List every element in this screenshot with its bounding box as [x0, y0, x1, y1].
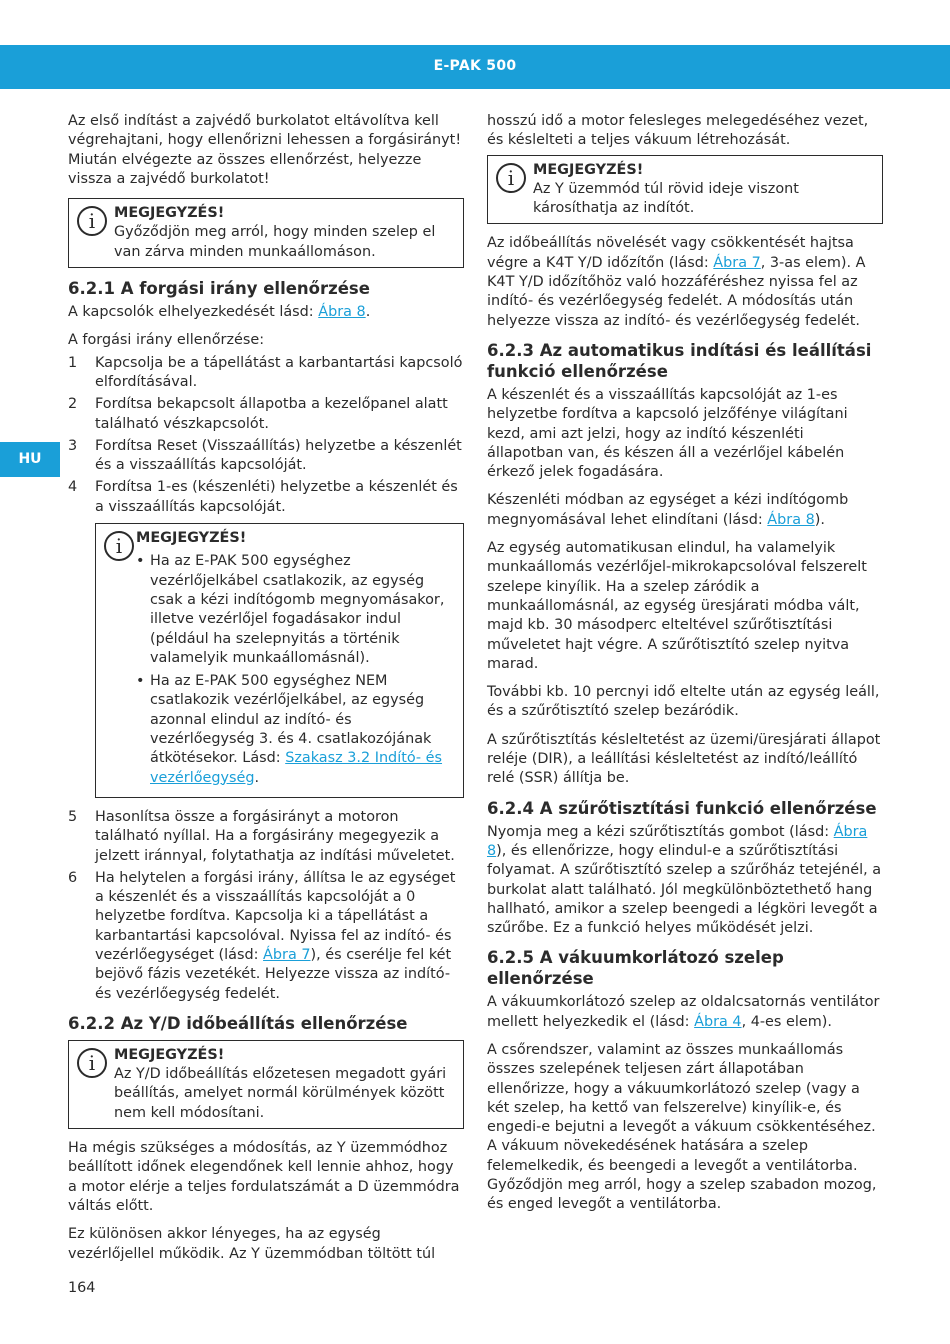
- figure-link[interactable]: Ábra 7: [263, 946, 311, 963]
- step-number: 6: [68, 869, 78, 886]
- text-span: ), és ellenőrizze, hogy elindul-e a szűrőtisztítási folyamat. A szűrőtisztító szelep a szűrőház tetejénél, a burkolat alatt található. Jól megkülönböztethető hang hallható, amikor a szelep beengedi a légköri levegőt a szűrőbe. Ez a funkció helyes működését jelzi.: [487, 842, 882, 937]
- step-text: Fordítsa bekapcsolt állapotba a kezelőpanel alatt található vészkapcsolót.: [95, 396, 448, 432]
- text-span: A kapcsolók elhelyezkedését lásd:: [68, 304, 319, 321]
- info-icon: i: [77, 1048, 107, 1078]
- text-span: A vákuumkorlátozó szelep az oldalcsatornás ventilátor mellett helyezkedik el (lásd:: [487, 994, 880, 1030]
- text-span: Az időbeállítás növelését vagy csökkentését hajtsa végre a K4T Y/D időzítőn (lásd:: [487, 235, 854, 271]
- section-heading-6-2-1: 6.2.1 A forgási irány ellenőrzése: [68, 279, 370, 299]
- important-paragraph: Ez különösen akkor lényeges, ha az egység vezérlőjellel működik. Az Y üzemmódban töltött túl: [68, 1226, 436, 1262]
- step-item: [68, 808, 464, 866]
- step-item: [68, 869, 464, 1004]
- figure-link[interactable]: Ábra 8: [767, 511, 815, 528]
- bullet-dot: •: [136, 673, 145, 690]
- step-number: 5: [68, 808, 78, 825]
- section-heading-6-2-5: 6.2.5 A vákuumkorlátozó szelep ellenőrzése: [487, 948, 784, 989]
- step-number: 4: [68, 479, 78, 496]
- adjust-paragraph: [487, 234, 883, 330]
- info-icon: i: [77, 206, 107, 236]
- step-text: Hasonlítsa össze a forgásirányt a motoron található nyíllal. Ha a forgásirány megegyezik a jelzett iránnyal, folytathatja az indítási műveletet.: [95, 808, 455, 864]
- text-span: ).: [814, 511, 825, 528]
- language-tab: HU: [0, 442, 60, 477]
- vacuum-valve-paragraph: [487, 993, 883, 1032]
- note-title: MEGJEGYZÉS!: [114, 205, 225, 222]
- bullet-item: [136, 672, 457, 788]
- step-number: 3: [68, 437, 78, 454]
- step-number: 1: [68, 354, 78, 371]
- intro-paragraph: Az első indítást a zajvédő burkolatot eltávolítva kell végrehajtani, hogy ellenőrizni lehessen a forgásirányt! Miután elvégezte az összes ellenőrzést, helyezze vissza a zajvédő burkolatot!: [68, 113, 462, 187]
- step-item: [68, 478, 464, 517]
- delay-paragraph: A szűrőtisztítás késleltetést az üzemi/üresjárati állapot reléje (DIR), a leállítási késleltetést az indító/leállító relé (SSR) állítja be.: [487, 731, 881, 787]
- section-heading-6-2-4: 6.2.4 A szűrőtisztítási funkció ellenőrzése: [487, 798, 877, 818]
- info-icon: i: [496, 163, 526, 193]
- section-link[interactable]: Szakasz 3.2 Indító- és vezérlőegység: [150, 750, 443, 786]
- figure-link[interactable]: Ábra 8: [487, 823, 868, 859]
- bullet-text: Ha az E-PAK 500 egységhez vezérlőjelkábel csatlakozik, az egység csak a kézi indítógomb megnyomásakor, illetve vezérlőjel fogadásakor indul (például ha szelepnyitás a történik valamelyik munkaállomásnál).: [150, 553, 445, 666]
- note-bullets: [136, 552, 457, 788]
- manual-start-paragraph: [487, 491, 883, 530]
- note-text: Az Y/D időbeállítás előzetesen megadott gyári beállítás, amelyet normál körülmények között nem kell módosítani.: [114, 1066, 447, 1121]
- header-bar: [0, 45, 950, 89]
- figure-link[interactable]: Ábra 7: [713, 254, 761, 271]
- change-paragraph: Ha mégis szükséges a módosítás, az Y üzemmódhoz beállított időnek elegendőnek kell lennie ahhoz, hogy a motor elérje a teljes fordulatszámát a D üzemmódra váltás előtt.: [68, 1140, 460, 1214]
- text-span: Készenléti módban az egységet a kézi indítógomb megnyomásával lehet elindítani (lásd:: [487, 492, 849, 528]
- note-box: [487, 155, 883, 225]
- check-intro: A forgási irány ellenőrzése:: [68, 332, 265, 349]
- steps-list: [68, 354, 464, 517]
- step-text: Ha helytelen a forgási irány, állítsa le az egységet a készenlét és a visszaállítás kapcsolóját a 0 helyzetbe fordítva. Kapcsolja ki a tápellátást a karbantartási kapcsolóval. Nyissa fel az indító- és vezérlőegységet (lásd:: [95, 869, 456, 963]
- text-span: .: [365, 304, 371, 321]
- switches-paragraph: [68, 303, 464, 322]
- stop-paragraph: További kb. 10 percnyi idő eltelte után az egység leáll, és a szűrőtisztító szelep bezáródik.: [487, 684, 880, 720]
- step-text-end: ), és cserélje fel két bejövő fázis vezetékét. Helyezze vissza az indító- és vezérlőegység fedelét.: [95, 946, 452, 1002]
- step-item: [68, 354, 464, 393]
- step-text: Kapcsolja be a tápellátást a karbantartási kapcsoló elfordításával.: [95, 354, 463, 390]
- bullet-text: Ha az E-PAK 500 egységhez NEM csatlakozik vezérlőjelkábel, az egység azonnal elindul az indító- és vezérlőegység 3. és 4. csatlakozójának átkötésekor. Lásd:: [150, 673, 432, 767]
- continued-paragraph: hosszú idő a motor felesleges melegedéséhez vezet, és késlelteti a teljes vákuum létrehozását.: [487, 113, 869, 149]
- steps-list-continued: [68, 808, 464, 1004]
- note-title: MEGJEGYZÉS!: [136, 530, 247, 547]
- section-heading-6-2-2: 6.2.2 Az Y/D időbeállítás ellenőrzése: [68, 1013, 408, 1033]
- figure-link[interactable]: Ábra 8: [318, 304, 366, 321]
- right-column: [487, 112, 883, 1224]
- bullet-item: [136, 552, 457, 668]
- page-number: 164: [68, 1280, 96, 1296]
- note-text: Az Y üzemmód túl rövid ideje viszont károsíthatja az indítót.: [533, 180, 799, 217]
- text-span: , 4-es elem).: [741, 1013, 832, 1030]
- bullet-text-end: .: [254, 769, 260, 786]
- info-icon: i: [104, 531, 134, 561]
- text-span: Nyomja meg a kézi szűrőtisztítás gombot (lásd:: [487, 823, 834, 840]
- note-text: Győződjön meg arról, hogy minden szelep el van zárva minden munkaállomáson.: [114, 224, 436, 260]
- step-item: [68, 437, 464, 476]
- note-box: [68, 198, 464, 268]
- figure-link[interactable]: Ábra 4: [694, 1013, 742, 1030]
- note-title: MEGJEGYZÉS!: [533, 161, 644, 178]
- note-box: [95, 523, 464, 798]
- standby-paragraph: A készenlét és a visszaállítás kapcsolóját az 1-es helyzetbe fordítva a kapcsoló jelzőfénye világítani kezd, ami azt jelzi, hogy az indító készenléti állapotban van, és készen áll a vezérlőjel kábelén érkező jelek fogadására.: [487, 386, 848, 481]
- pipe-system-paragraph: A csőrendszer, valamint az összes munkaállomás összes szelepének teljesen zárt állapotában ellenőrizze, hogy a vákuumkorlátozó szelep (vagy a két szelep, ha kettő van felszerelve) kinyílik-e, és engedi-e bejutni a levegőt a vákuum csökkentéséhez. A vákuum növekedésének hatására a szelep felemelkedik, és beengedi a levegőt a ventilátorba. Győződjön meg arról, hogy a szelep szabadon mozog, és enged levegőt a ventilátorba.: [487, 1041, 877, 1213]
- note-box: [68, 1040, 464, 1129]
- bullet-dot: •: [136, 553, 145, 570]
- left-column: [68, 112, 464, 1273]
- header-title: E-PAK 500: [433, 58, 517, 74]
- auto-start-paragraph: Az egység automatikusan elindul, ha valamelyik munkaállomás vezérlőjel-mikrokapcsolóval felszerelt szelepe kinyílik. Ha a szelep záródik a munkaállomásnál, az egység üresjárati módba vált, majd kb. 30 másodperc elteltével szűrőtisztítási műveletet hajt végre. A szűrőtisztító szelep nyitva marad.: [487, 540, 867, 672]
- text-span: , 3-as elem). A K4T Y/D időzítőhöz való hozzáféréshez nyissa fel az indító- és vezérlőegység fedelét. A módosítás után helyezze vissza az indító- és vezérlőegység fedelét.: [487, 254, 866, 329]
- step-text: Fordítsa Reset (Visszaállítás) helyzetbe a készenlét és a visszaállítás kapcsolóját.: [95, 437, 462, 474]
- step-item: [68, 395, 464, 434]
- filter-paragraph: [487, 823, 883, 939]
- section-heading-6-2-3: 6.2.3 Az automatikus indítási és leállítási funkció ellenőrzése: [487, 340, 872, 381]
- note-title: MEGJEGYZÉS!: [114, 1046, 225, 1063]
- step-text: Fordítsa 1-es (készenléti) helyzetbe a készenlét és a visszaállítás kapcsolóját.: [95, 479, 458, 515]
- step-number: 2: [68, 396, 78, 413]
